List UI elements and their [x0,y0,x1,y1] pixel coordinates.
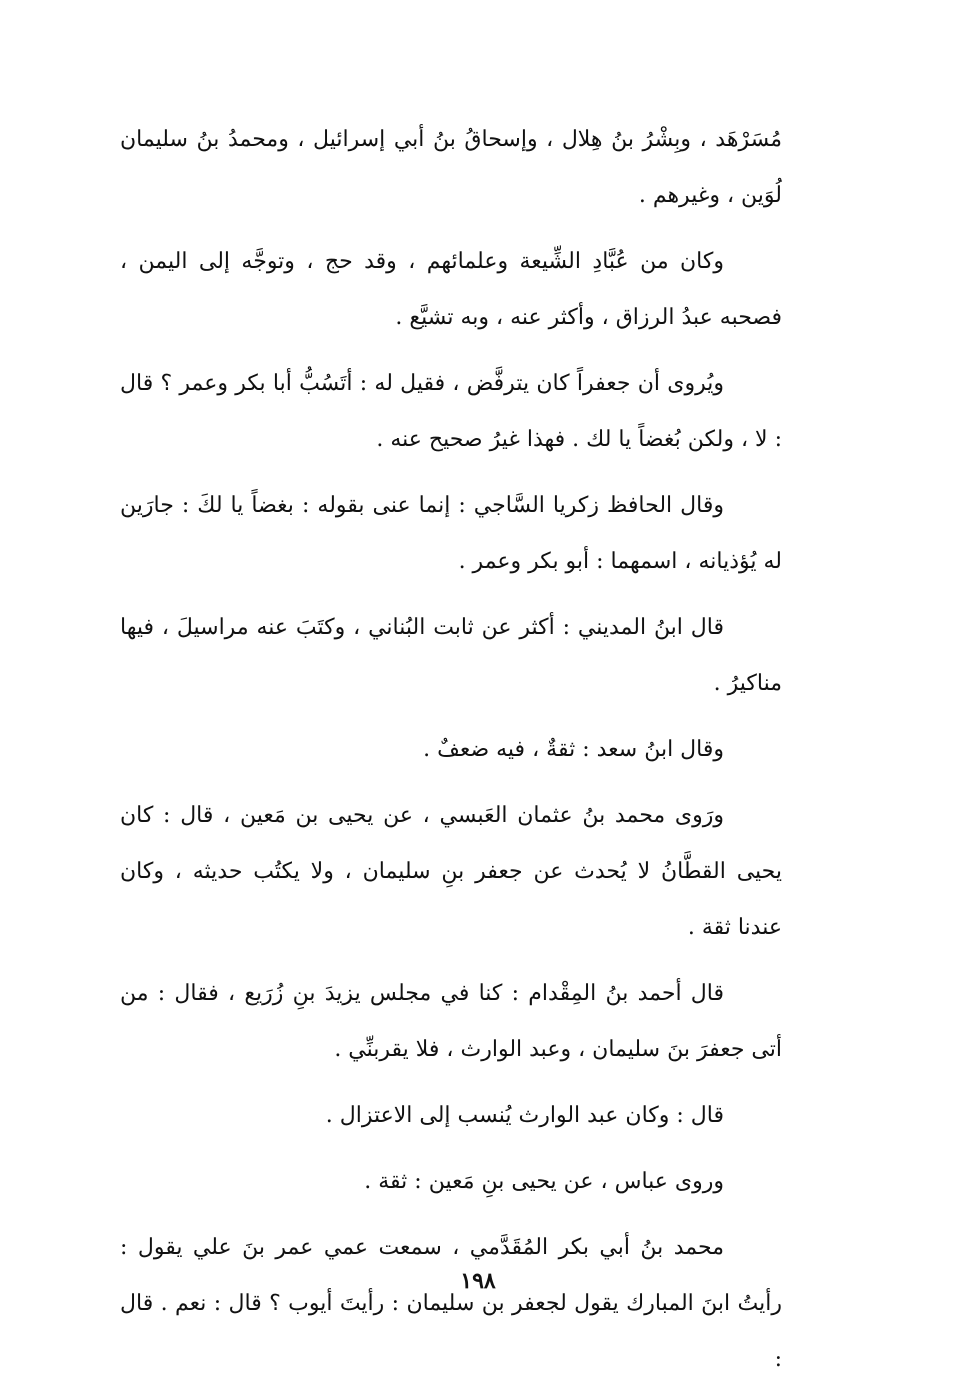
paragraph-4: وقال الحافظ زكريا السَّاجي : إنما عنى بقوله : بغضاً يا لكَ : جارَين له يُؤذيانه ، اسمهما : أبو بكر وعمر . [120,493,782,574]
paragraph-2: وكان من عُبَّادِ الشِّيعة وعلمائهم ، وقد حج ، وتوجَّه إلى اليمن ، فصحبه عبدُ الرزاق ، وأكثر عنه ، وبه تشيَّع . [120,249,782,330]
paragraph-3: ويُروى أن جعفراً كان يترفَّض ، فقيل له : أتَسُبُّ أبا بكر وعمر ؟ قال : لا ، ولكن بُغضاً يا لك . فهذا غيرُ صحيح عنه . [120,371,782,452]
paragraph-6: وقال ابنُ سعد : ثقةٌ ، فيه ضعفٌ . [423,737,724,762]
paragraph-5: قال ابنُ المديني : أكثر عن ثابت البُناني ، وكتَبَ عنه مراسيلَ ، فيها مناكيرُ . [120,615,782,696]
body-text [120,112,782,1398]
paragraph-10: وروى عباس ، عن يحيى بنِ مَعين : ثقة . [364,1169,724,1194]
page-number: ١٩٨ [460,1268,496,1294]
paragraph-8: قال أحمد بنُ المِقْدام : كنا في مجلس يزيدَ بنِ زُرَيع ، فقال : من أتى جعفرَ بنَ سليمان ، وعبد الوارث ، فلا يقربنِّي . [120,981,782,1062]
paragraph-11: محمد بنُ أبي بكر المُقَدَّمي ، سمعت عمي عمر بنَ علي يقول : رأيتُ ابنَ المبارك يقول لجعفر بن سليمان : رأيتَ أيوب ؟ قال : نعم . قال : [120,1235,782,1372]
paragraph-1: مُسَرْهَد ، وبِشْرُ بنُ هِلال ، وإسحاقُ بنُ أبي إسرائيل ، ومحمدُ بنُ سليمان لُوَين ، وغيرهم . [120,127,782,208]
paragraph-9: قال : وكان عبد الوارث يُنسب إلى الاعتزال . [325,1103,724,1128]
paragraph-7: ورَوى محمد بنُ عثمان العَبسي ، عن يحيى بن مَعين ، قال : كان يحيى القطَّانُ لا يُحدث عن جعفر بنِ سليمان ، ولا يكتُب حديثه ، وكان عندنا ثقة . [120,803,782,940]
